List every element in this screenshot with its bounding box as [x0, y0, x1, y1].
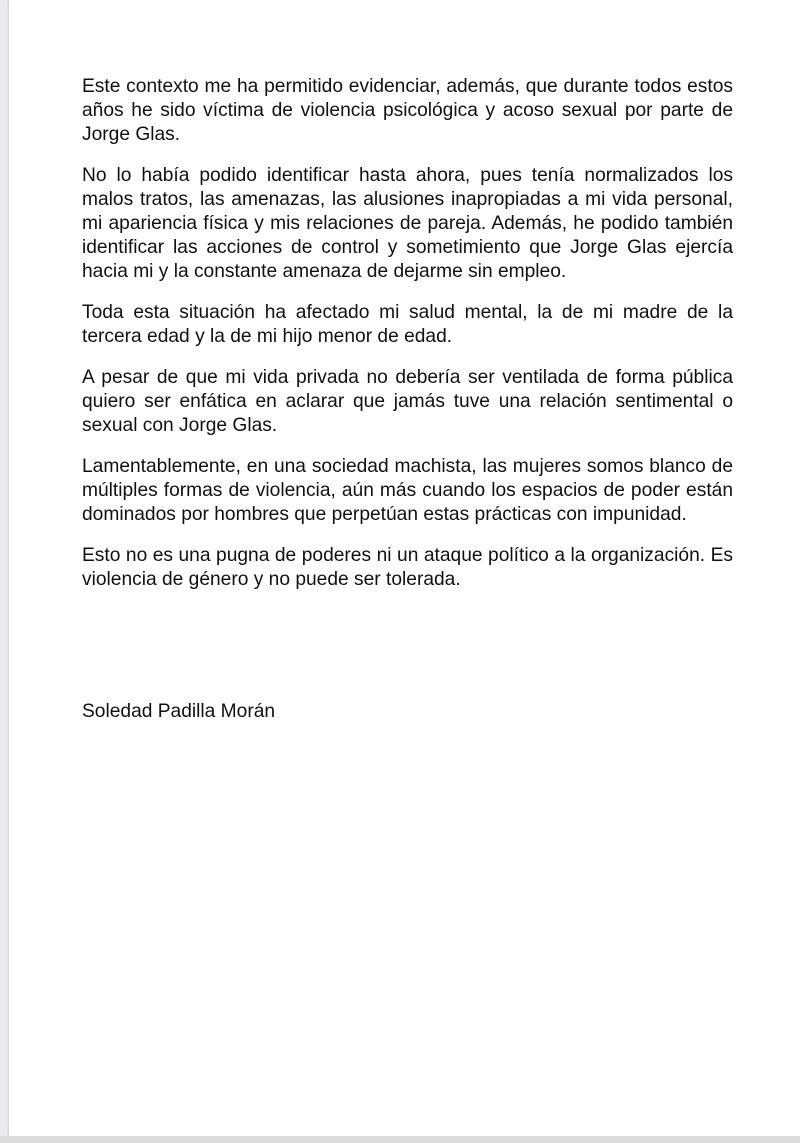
signature: Soledad Padilla Morán: [82, 701, 276, 722]
paragraph-3: Toda esta situación ha afectado mi salud mental, la de mi madre de la tercera edad y la de mi hijo menor de edad.: [82, 302, 733, 347]
page-bottom-edge: [0, 1136, 800, 1143]
paragraph-1: Este contexto me ha permitido evidenciar, además, que durante todos estos años he sido víctima de violencia psicológica y acoso sexual por parte de Jorge Glas.: [82, 76, 733, 145]
paragraph-5: Lamentablemente, en una sociedad machista, las mujeres somos blanco de múltiples formas de violencia, aún más cuando los espacios de poder están dominados por hombres que perpetúan estas prácticas con impunidad.: [82, 456, 733, 525]
paragraph-6: Esto no es una pugna de poderes ni un ataque político a la organización. Es violencia de género y no puede ser tolerada.: [82, 545, 733, 590]
paragraph-4: A pesar de que mi vida privada no debería ser ventilada de forma pública quiero ser enfática en aclarar que jamás tuve una relación sentimental o sexual con Jorge Glas.: [82, 367, 733, 436]
document-page: [9, 0, 800, 1136]
document-body: [82, 75, 733, 722]
paragraph-2: No lo había podido identificar hasta ahora, pues tenía normalizados los malos tratos, las amenazas, las alusiones inapropiadas a mi vida personal, mi apariencia física y mis relaciones de pareja. Además, he podido también identificar las acciones de control y sometimiento que Jorge Glas ejercía hacia mi y la constante amenaza de dejarme sin empleo.: [82, 165, 733, 282]
